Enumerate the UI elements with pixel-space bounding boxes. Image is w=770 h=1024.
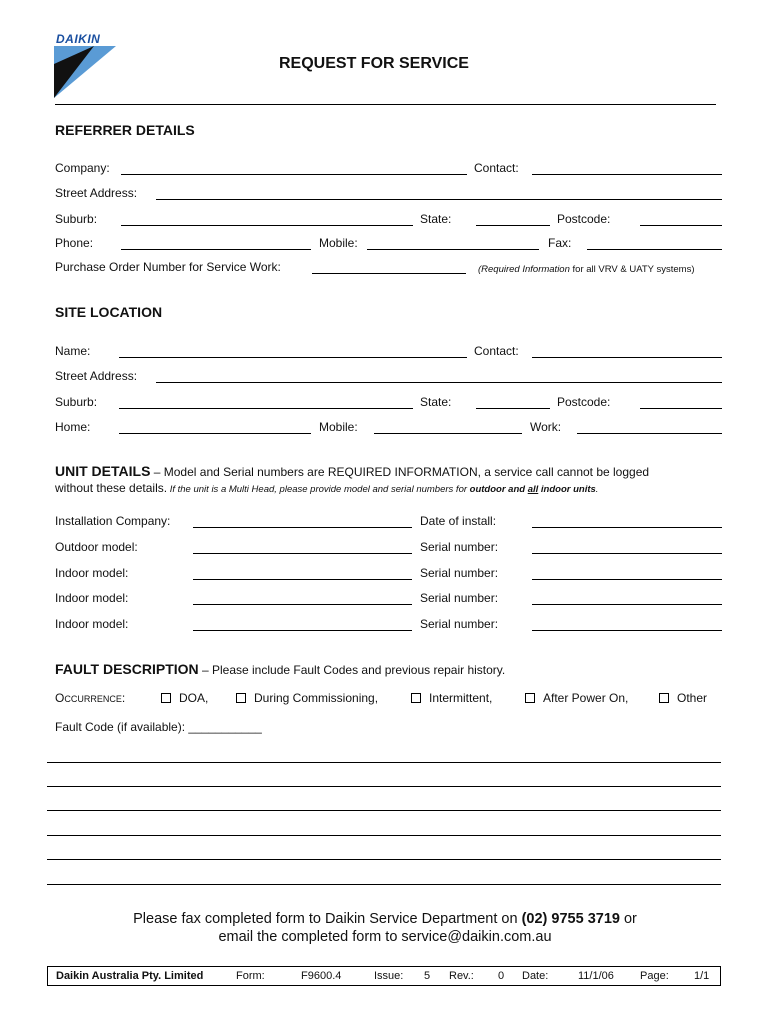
site-home-field[interactable] — [119, 433, 311, 434]
site-home-label: Home: — [55, 420, 91, 434]
fault-line-3[interactable] — [47, 810, 721, 811]
option-intermittent[interactable]: Intermittent, — [411, 691, 492, 705]
outdoor-model-label: Outdoor model: — [55, 540, 138, 554]
referrer-suburb-label: Suburb: — [55, 212, 98, 226]
footer-bar — [47, 966, 721, 986]
fault-line-5[interactable] — [47, 859, 721, 860]
page-title: REQUEST FOR SERVICE — [279, 55, 469, 72]
purchase-order-label: Purchase Order Number for Service Work: — [55, 260, 281, 274]
site-contact-label: Contact: — [474, 344, 519, 358]
site-mobile-field[interactable] — [374, 433, 522, 434]
footer-form-value: F9600.4 — [301, 970, 342, 982]
indoor-serial-label-2: Serial number: — [420, 591, 499, 605]
indoor-serial-label-1: Serial number: — [420, 566, 499, 580]
indoor-model-label-1: Indoor model: — [55, 566, 129, 580]
referrer-street-field[interactable] — [156, 199, 722, 200]
site-suburb-field[interactable] — [119, 408, 413, 409]
referrer-contact-field[interactable] — [532, 174, 722, 175]
site-name-field[interactable] — [119, 357, 467, 358]
indoor-serial-field-2[interactable] — [532, 604, 722, 605]
fault-code-field[interactable]: ___________ — [188, 720, 262, 734]
site-work-field[interactable] — [577, 433, 722, 434]
option-after-power-on[interactable]: After Power On, — [525, 691, 628, 705]
installation-company-label: Installation Company: — [55, 514, 171, 528]
referrer-postcode-label: Postcode: — [557, 212, 611, 226]
fault-code-label: Fault Code (if available): ___________ — [55, 720, 262, 734]
option-doa[interactable]: DOA, — [161, 691, 208, 705]
indoor-serial-field-1[interactable] — [532, 579, 722, 580]
site-suburb-label: Suburb: — [55, 395, 98, 409]
referrer-contact-label: Contact: — [474, 161, 519, 175]
checkbox-icon[interactable] — [525, 693, 535, 703]
site-contact-field[interactable] — [532, 357, 722, 358]
indoor-serial-label-3: Serial number: — [420, 617, 499, 631]
indoor-model-field-3[interactable] — [193, 630, 412, 631]
unit-heading: UNIT DETAILS – Model and Serial numbers are REQUIRED INFORMATION, a service call cannot be logged — [55, 463, 650, 479]
referrer-phone-label: Phone: — [55, 236, 94, 250]
outdoor-serial-label: Serial number: — [420, 540, 499, 554]
referrer-fax-field[interactable] — [587, 249, 722, 250]
referrer-postcode-field[interactable] — [640, 225, 722, 226]
purchase-order-field[interactable] — [312, 273, 466, 274]
referrer-state-label: State: — [420, 212, 452, 226]
outdoor-model-field[interactable] — [193, 553, 412, 554]
site-work-label: Work: — [530, 420, 562, 434]
indoor-model-field-1[interactable] — [193, 579, 412, 580]
checkbox-icon[interactable] — [659, 693, 669, 703]
site-heading: SITE LOCATION — [55, 304, 163, 320]
footer-form-label: Form: — [236, 970, 265, 982]
fault-line-6[interactable] — [47, 884, 721, 885]
fault-line-2[interactable] — [47, 786, 721, 787]
referrer-mobile-field[interactable] — [367, 249, 539, 250]
site-street-label: Street Address: — [55, 369, 138, 383]
fault-line-4[interactable] — [47, 835, 721, 836]
site-name-label: Name: — [55, 344, 91, 358]
referrer-state-field[interactable] — [476, 225, 550, 226]
footer-issue-label: Issue: — [374, 970, 404, 982]
indoor-model-label-3: Indoor model: — [55, 617, 129, 631]
checkbox-icon[interactable] — [161, 693, 171, 703]
site-mobile-label: Mobile: — [319, 420, 358, 434]
option-during-commissioning[interactable]: During Commissioning, — [236, 691, 378, 705]
referrer-street-label: Street Address: — [55, 186, 138, 200]
fault-line-1[interactable] — [47, 762, 721, 763]
checkbox-icon[interactable] — [411, 693, 421, 703]
site-street-field[interactable] — [156, 382, 722, 383]
checkbox-icon[interactable] — [236, 693, 246, 703]
indoor-model-label-2: Indoor model: — [55, 591, 129, 605]
logo-triangle-icon — [54, 46, 116, 98]
date-of-install-field[interactable] — [532, 527, 722, 528]
installation-company-field[interactable] — [193, 527, 412, 528]
logo-wordmark: DAIKIN — [56, 32, 101, 46]
outdoor-serial-field[interactable] — [532, 553, 722, 554]
indoor-model-field-2[interactable] — [193, 604, 412, 605]
footer-company: Daikin Australia Pty. Limited — [56, 970, 204, 982]
referrer-suburb-field[interactable] — [121, 225, 413, 226]
title-divider — [55, 104, 716, 105]
unit-note: without these details. If the unit is a Multi Head, please provide model and serial numbers for outdoor and all indoor units. — [55, 481, 599, 495]
indoor-serial-field-3[interactable] — [532, 630, 722, 631]
instructions-line-2: email the completed form to service@daikin.com.au — [218, 929, 552, 945]
instructions-line-1: Please fax completed form to Daikin Service Department on (02) 9755 3719 or — [133, 911, 637, 927]
footer-rev-value: 0 — [498, 970, 505, 982]
referrer-phone-field[interactable] — [121, 249, 311, 250]
referrer-heading: REFERRER DETAILS — [55, 122, 195, 138]
footer-date-label: Date: — [522, 970, 549, 982]
site-postcode-field[interactable] — [640, 408, 722, 409]
footer-page-value: 1/1 — [694, 970, 710, 982]
referrer-mobile-label: Mobile: — [319, 236, 358, 250]
occurrence-label: OCCURRENCE: — [55, 691, 126, 705]
footer-page-label: Page: — [640, 970, 669, 982]
date-of-install-label: Date of install: — [420, 514, 497, 528]
site-state-label: State: — [420, 395, 452, 409]
footer-issue-value: 5 — [424, 970, 431, 982]
site-postcode-label: Postcode: — [557, 395, 611, 409]
referrer-company-label: Company: — [55, 161, 110, 175]
footer-rev-label: Rev.: — [449, 970, 474, 982]
purchase-order-note: (Required Information for all VRV & UATY systems) — [478, 264, 695, 275]
footer-date-value: 11/1/06 — [578, 970, 614, 982]
referrer-fax-label: Fax: — [548, 236, 572, 250]
daikin-logo — [54, 32, 116, 94]
fault-heading: FAULT DESCRIPTION – Please include Fault Codes and previous repair history. — [55, 661, 506, 677]
referrer-company-field[interactable] — [121, 174, 467, 175]
site-state-field[interactable] — [476, 408, 550, 409]
option-other[interactable]: Other — [659, 691, 707, 705]
